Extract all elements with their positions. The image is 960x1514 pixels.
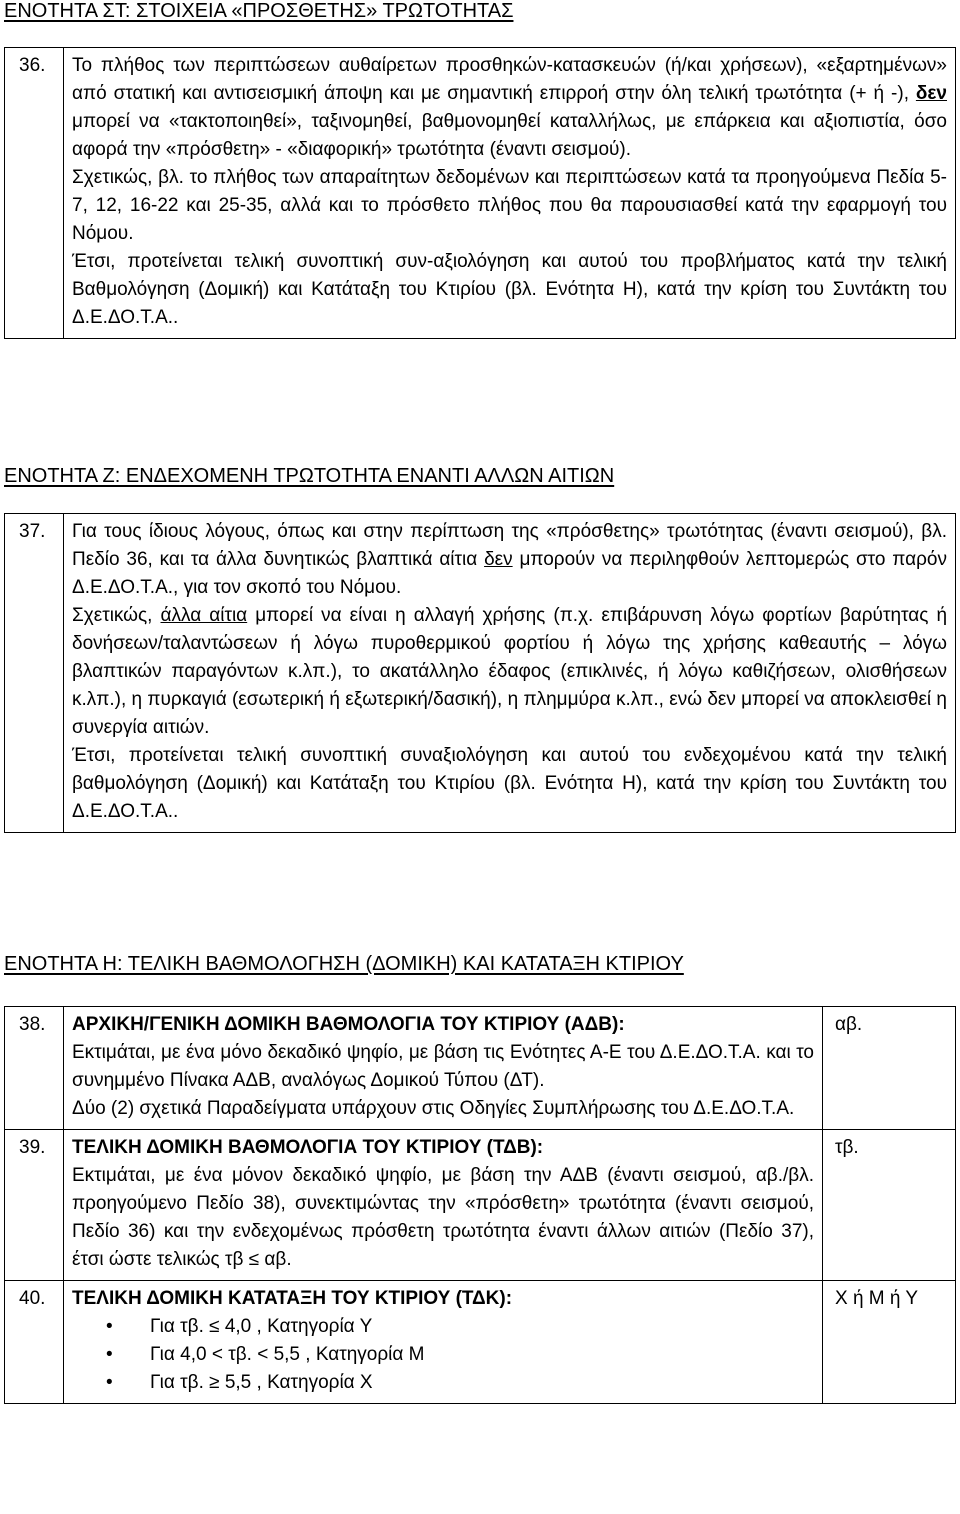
field-40-title: ΤΕΛΙΚΗ ΔΟΜΙΚΗ ΚΑΤΑΤΑΞΗ ΤΟΥ ΚΤΙΡΙΟΥ (ΤΔΚ): — [72, 1288, 513, 1309]
field-39-title: ΤΕΛΙΚΗ ΔΟΜΙΚΗ ΒΑΘΜΟΛΟΓΙΑ ΤΟΥ ΚΤΙΡΙΟΥ (ΤΔΒ): — [72, 1137, 544, 1158]
field-number-39: 39. — [5, 1130, 64, 1281]
field-body-39 — [64, 1130, 823, 1281]
field-number-40: 40. — [5, 1281, 64, 1404]
bullet-icon: • — [106, 1316, 113, 1337]
table-row-40 — [5, 1281, 956, 1404]
section-z-table — [4, 513, 956, 833]
field-value-38: αβ. — [823, 1007, 956, 1130]
section-st-table — [4, 47, 956, 339]
field-37-paragraph-1: Για τους ίδιους λόγους, όπως και στην περίπτωση της «πρόσθετης» τρωτότητας (έναντι σεισμού), βλ. Πεδίο 36, και τα άλλα δυνητικώς βλαπτικά αίτια δεν μπορούν να περιληφθούν λεπτομερώς στο παρόν Δ.Ε.ΔΟ.Τ.Α., για τον σκοπό του Νόμου. — [72, 521, 947, 598]
section-st-heading: ΕΝΟΤΗΤΑ ΣΤ: ΣΤΟΙΧΕΙΑ «ΠΡΟΣΘΕΤΗΣ» ΤΡΩΤΟΤΗΤΑΣ — [4, 0, 514, 22]
field-body-38 — [64, 1007, 823, 1130]
field-number-36: 36. — [5, 48, 64, 339]
field-37-paragraph-2: Σχετικώς, άλλα αίτια μπορεί να είναι η αλλαγή χρήσης (π.χ. επιβάρυνση λόγω φορτίων βαρύτητας ή δονήσεων/ταλαντώσεων ή λόγω πυροθερμικού φορτίου ή λόγω της χρήσης καθεαυτής – λόγω βλαπτικών παραγόντων κ.λπ.), το ακατάλληλο έδαφος (επικλινές, ή λόγω καθιζήσεων, ολισθήσεων κ.λπ.), η πυρκαγιά (εσωτερική ή εξωτερική/δασική), η πλημμύρα κ.λπ., ενώ δεν μπορεί να αποκλεισθεί η συνεργία αιτιών. — [72, 605, 948, 738]
table-row-36 — [5, 48, 956, 339]
field-38-paragraph-1: Εκτιμάται, με ένα μόνο δεκαδικό ψηφίο, με βάση τις Ενότητες Α-Ε του Δ.Ε.ΔΟ.Τ.Α. και το συνημμένο Πίνακα ΑΔΒ, αναλόγως Δομικού Τύπου (ΔΤ). — [72, 1042, 814, 1091]
table-row-37 — [5, 514, 956, 833]
emphasis-den: δεν — [915, 83, 947, 104]
category-item-y: • Για τβ. ≤ 4,0 , Κατηγορία Υ — [72, 1313, 814, 1341]
field-37-paragraph-3: Έτσι, προτείνεται τελική συνοπτική συναξιολόγηση και αυτού του ενδεχομένου κατά την τελική βαθμολόγηση (Δομική) και Κατάταξη του Κτιρίου (βλ. Ενότητα Η), κατά την κρίση του Συντάκτη του Δ.Ε.ΔΟ.Τ.Α.. — [72, 745, 947, 822]
emphasis-den: δεν — [484, 549, 513, 570]
category-item-m: • Για 4,0 < τβ. < 5,5 , Κατηγορία Μ — [72, 1341, 814, 1369]
section-h-heading: ΕΝΟΤΗΤΑ Η: ΤΕΛΙΚΗ ΒΑΘΜΟΛΟΓΗΣΗ (ΔΟΜΙΚΗ) ΚΑΙ ΚΑΤΑΤΑΞΗ ΚΤΙΡΙΟΥ — [4, 953, 684, 975]
field-36-paragraph-2: Σχετικώς, βλ. το πλήθος των απαραίτητων δεδομένων και περιπτώσεων κατά τα προηγούμενα Πεδία 5-7, 12, 16-22 και 25-35, αλλά και το πρόσθετο πλήθος που θα παρουσιασθεί κατά την εφαρμογή του Νόμου. — [72, 167, 947, 244]
category-list — [72, 1313, 814, 1397]
table-row-38 — [5, 1007, 956, 1130]
field-38-paragraph-2: Δύο (2) σχετικά Παραδείγματα υπάρχουν στις Οδηγίες Συμπλήρωσης του Δ.Ε.ΔΟ.Τ.Α. — [72, 1098, 795, 1119]
field-body-37 — [64, 514, 956, 833]
table-row-39 — [5, 1130, 956, 1281]
field-39-paragraph-1: Εκτιμάται, με ένα μόνον δεκαδικό ψηφίο, με βάση την ΑΔΒ (έναντι σεισμού, αβ./βλ. προηγούμενο Πεδίο 38), συνεκτιμώντας την «πρόσθετη» τρωτότητα (έναντι σεισμού, Πεδίο 36) και την ενδεχομένως πρόσθετη τρωτότητα έναντι άλλων αιτιών (Πεδίο 37), έτσι ώστε τελικώς τβ ≤ αβ. — [72, 1165, 814, 1270]
bullet-icon: • — [106, 1372, 113, 1393]
section-z-heading: ΕΝΟΤΗΤΑ Ζ: ΕΝΔΕΧΟΜΕΝΗ ΤΡΩΤΟΤΗΤΑ ΕΝΑΝΤΙ ΑΛΛΩΝ ΑΙΤΙΩΝ — [4, 465, 615, 487]
emphasis-other-causes: άλλα αίτια — [160, 605, 248, 626]
field-number-38: 38. — [5, 1007, 64, 1130]
field-36-paragraph-3: Έτσι, προτείνεται τελική συνοπτική συν-αξιολόγηση και αυτού του προβλήματος κατά την τελική Βαθμολόγηση (Δομική) και Κατάταξη του Κτιρίου (βλ. Ενότητα Η), κατά την κρίση του Συντάκτη του Δ.Ε.ΔΟ.Τ.Α.. — [72, 251, 947, 328]
bullet-icon: • — [106, 1344, 113, 1365]
field-38-title: ΑΡΧΙΚΗ/ΓΕΝΙΚΗ ΔΟΜΙΚΗ ΒΑΘΜΟΛΟΓΙΑ ΤΟΥ ΚΤΙΡΙΟΥ (ΑΔΒ): — [72, 1014, 625, 1035]
field-body-40 — [64, 1281, 823, 1404]
section-h-table — [4, 1006, 956, 1404]
field-body-36 — [64, 48, 956, 339]
field-number-37: 37. — [5, 514, 64, 833]
field-value-40: Χ ή Μ ή Υ — [823, 1281, 956, 1404]
field-value-39: τβ. — [823, 1130, 956, 1281]
category-item-x: • Για τβ. ≥ 5,5 , Κατηγορία Χ — [72, 1369, 814, 1397]
field-36-paragraph-1: Το πλήθος των περιπτώσεων αυθαίρετων προσθηκών-κατασκευών (ή/και χρήσεων), «εξαρτημένων» από στατική και αντισεισμική άποψη και με σημαντική επιρροή στην όλη τελική τρωτότητα (+ ή -), δεν μπορεί να «τακτοποιηθεί», ταξινομηθεί, βαθμονομηθεί καταλλήλως, με επάρκεια και αξιοπιστία, όσο αφορά την «πρόσθετη» - «διαφορική» τρωτότητα (έναντι σεισμού). — [72, 55, 947, 160]
